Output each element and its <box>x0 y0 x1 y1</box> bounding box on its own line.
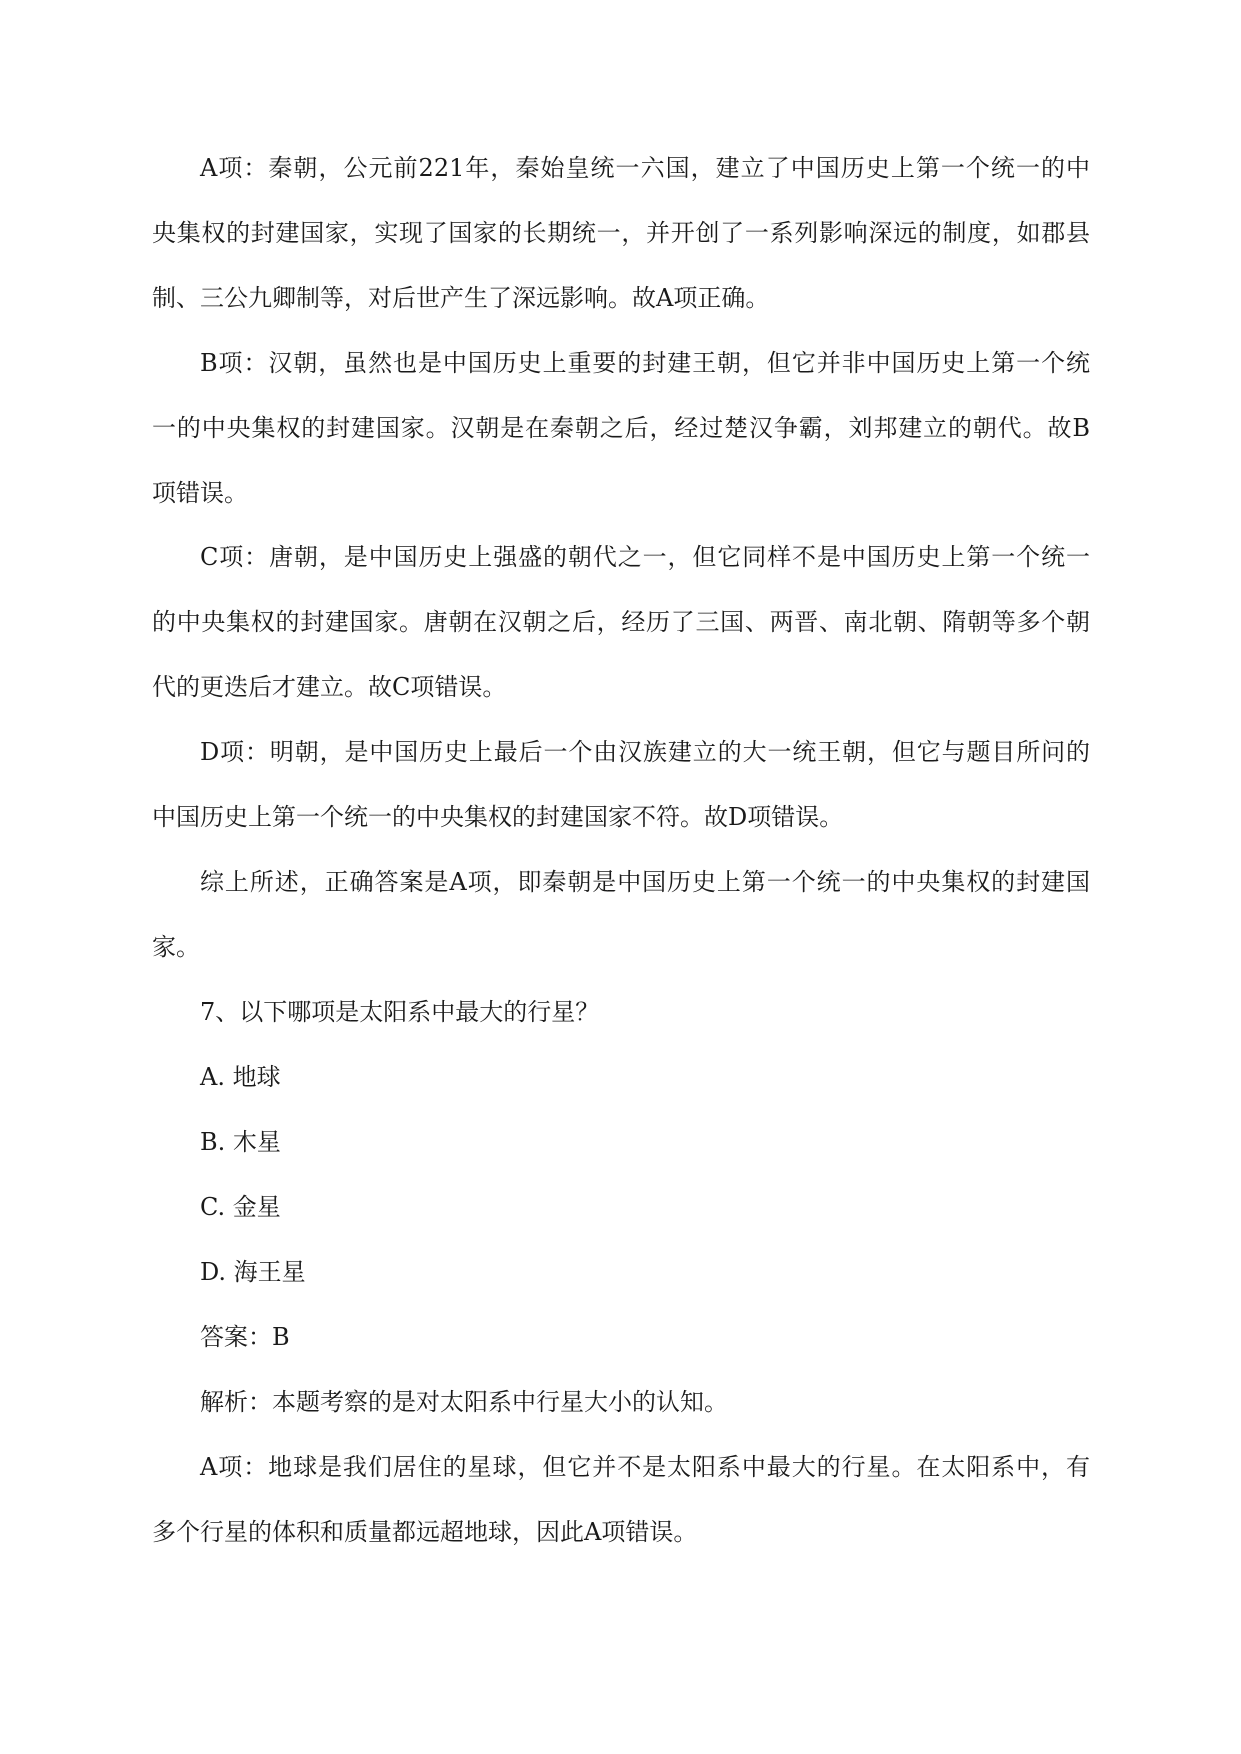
paragraph-b-line-3: 项错误。 <box>152 479 248 507</box>
paragraph-c-line-3: 代的更迭后才建立。故C项错误。 <box>152 673 507 701</box>
question-option-a: A. 地球 <box>200 1063 281 1091</box>
paragraph-d-line-2: 中国历史上第一个统一的中央集权的封建国家不符。故D项错误。 <box>152 803 844 831</box>
paragraph-a-line-2: 央集权的封建国家，实现了国家的长期统一，并开创了一系列影响深远的制度，如郡县 <box>152 219 1090 247</box>
summary-line-1: 综上所述，正确答案是A项，即秦朝是中国历史上第一个统一的中央集权的封建国 <box>200 868 1090 896</box>
question-option-c: C. 金星 <box>200 1193 281 1221</box>
option-a-explanation-line-1: A项：地球是我们居住的星球，但它并不是太阳系中最大的行星。在太阳系中，有 <box>200 1453 1090 1481</box>
question-7-text: 7、以下哪项是太阳系中最大的行星？ <box>200 998 600 1026</box>
paragraph-a-line-3: 制、三公九卿制等，对后世产生了深远影响。故A项正确。 <box>152 284 770 312</box>
question-option-b: B. 木星 <box>200 1128 281 1156</box>
summary-line-2: 家。 <box>152 933 200 961</box>
question-analysis: 解析：本题考察的是对太阳系中行星大小的认知。 <box>200 1388 728 1416</box>
paragraph-c-line-2: 的中央集权的封建国家。唐朝在汉朝之后，经历了三国、两晋、南北朝、隋朝等多个朝 <box>152 608 1090 636</box>
paragraph-b-line-2: 一的中央集权的封建国家。汉朝是在秦朝之后，经过楚汉争霸，刘邦建立的朝代。故B <box>152 414 1090 442</box>
paragraph-b-line-1: B项：汉朝，虽然也是中国历史上重要的封建王朝，但它并非中国历史上第一个统 <box>200 349 1090 377</box>
paragraph-a-line-1: A项：秦朝，公元前221年，秦始皇统一六国，建立了中国历史上第一个统一的中 <box>200 154 1090 182</box>
paragraph-c-line-1: C项：唐朝，是中国历史上强盛的朝代之一，但它同样不是中国历史上第一个统一 <box>200 543 1090 571</box>
option-a-explanation-line-2: 多个行星的体积和质量都远超地球，因此A项错误。 <box>152 1518 698 1546</box>
question-option-d: D. 海王星 <box>200 1258 306 1286</box>
question-answer: 答案：B <box>200 1323 290 1351</box>
paragraph-d-line-1: D项：明朝，是中国历史上最后一个由汉族建立的大一统王朝，但它与题目所问的 <box>200 738 1090 766</box>
